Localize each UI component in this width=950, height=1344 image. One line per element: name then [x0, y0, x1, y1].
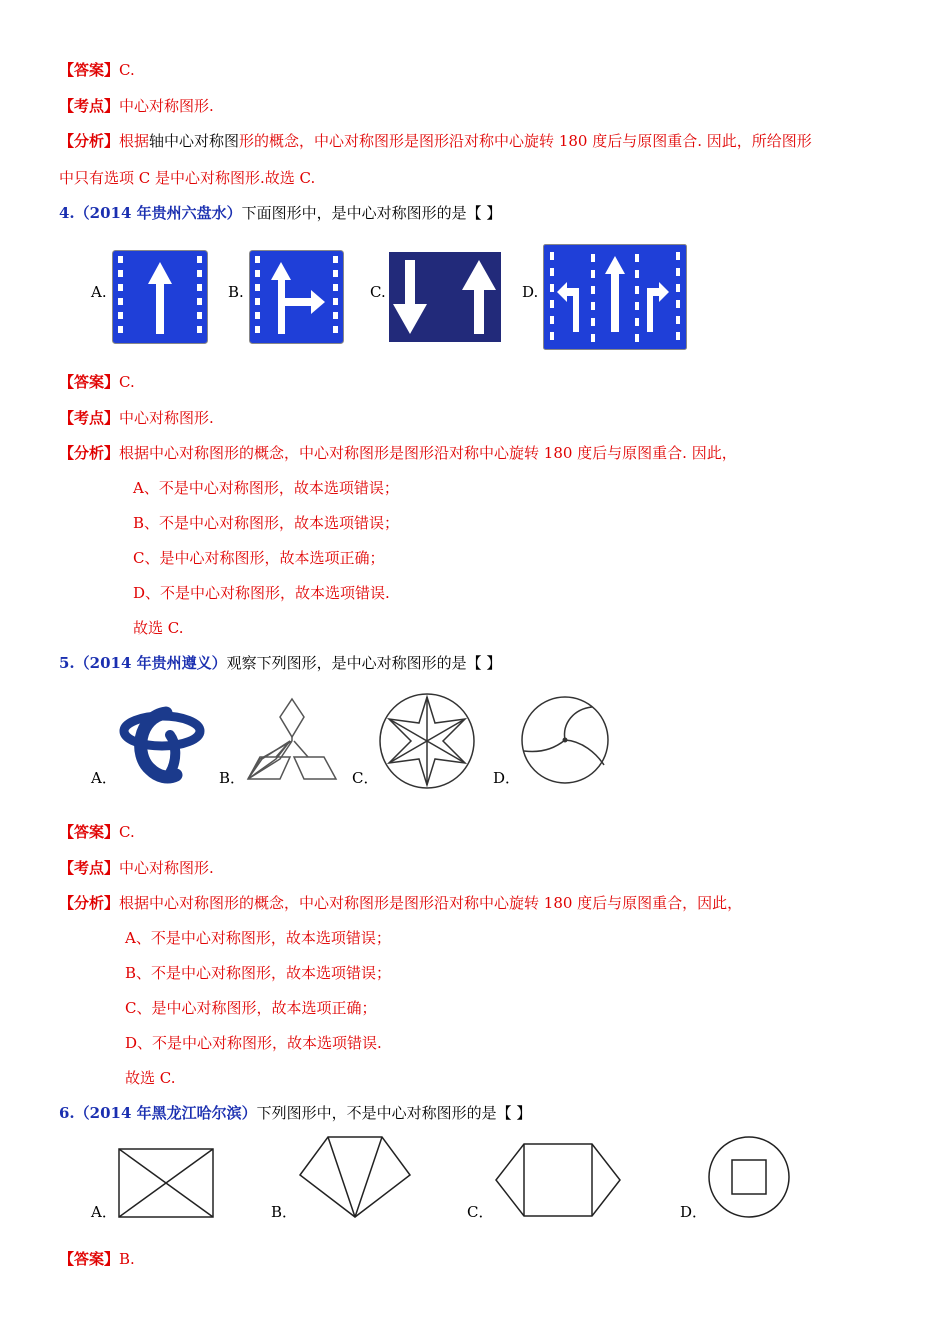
q4-item-a: A、不是中心对称图形，故本选项错误； — [133, 479, 399, 497]
q5-conclusion: 故选 C. — [125, 1069, 176, 1087]
q5-option-a-label: A． — [91, 769, 117, 787]
question-source: （2014 年贵州遵义） — [74, 654, 227, 672]
q6-stem — [59, 1103, 531, 1123]
question-source: （2014 年贵州六盘水） — [74, 204, 242, 222]
q5-analysis-line — [59, 893, 742, 913]
answer-value: C. — [119, 373, 135, 391]
q6-option-a-label: A． — [91, 1203, 117, 1221]
point-value: 中心对称图形. — [119, 97, 214, 115]
q6-figure-c-square-triangles-icon — [494, 1143, 622, 1217]
q4-item-c: C、是中心对称图形，故本选项正确； — [133, 549, 385, 567]
question-number: 6. — [59, 1104, 75, 1122]
analysis-tag: 【分析】 — [59, 444, 120, 462]
q4-answer-line — [59, 372, 135, 392]
q5-stem — [59, 653, 501, 673]
q4-option-d-label: D. — [522, 283, 539, 301]
q5-item-d: D、不是中心对称图形，故本选项错误. — [125, 1034, 382, 1052]
analysis-text: 根据中心对称图形的概念，中心对称图形是图形沿对称中心旋转 180 度后与原图重合. 因此， — [119, 444, 737, 462]
analysis-text-a: 根据 — [119, 132, 150, 150]
q4-analysis-line — [59, 443, 737, 463]
q5-item-b: B、不是中心对称图形，故本选项错误； — [125, 964, 392, 982]
answer-value: B. — [119, 1250, 135, 1268]
point-value: 中心对称图形. — [119, 859, 214, 877]
answer-tag: 【答案】 — [59, 373, 120, 391]
q6-option-c-label: C． — [467, 1203, 494, 1221]
q5-point-line — [59, 858, 214, 878]
q6-figure-b-fan-triangles-icon — [298, 1135, 412, 1219]
q6-option-b-label: B． — [271, 1203, 298, 1221]
q4-sign-b-straight-right-arrow-icon — [249, 250, 344, 344]
question-text: 下列图形中，不是中心对称图形的是【 】 — [256, 1104, 532, 1122]
q4-option-b-label: B. — [228, 283, 244, 301]
q4-stem — [59, 203, 501, 223]
analysis-text-c: 形的概念，中心对称图形是图形沿对称中心旋转 180 度后与原图重合. 因此，所给图形 — [239, 132, 812, 150]
q6-option-d-label: D． — [680, 1203, 708, 1221]
question-text: 下面图形中，是中心对称图形的是【 】 — [241, 204, 502, 222]
answer-tag: 【答案】 — [59, 823, 120, 841]
q3-analysis-line — [59, 131, 812, 151]
q4-point-line — [59, 408, 214, 428]
q3-point-line — [59, 96, 214, 116]
q4-item-b: B、不是中心对称图形，故本选项错误； — [133, 514, 400, 532]
q4-conclusion: 故选 C. — [133, 619, 184, 637]
q5-figure-d-circle-curves-icon — [520, 695, 610, 785]
q5-item-a: A、不是中心对称图形，故本选项错误； — [125, 929, 391, 947]
question-number: 5. — [59, 654, 75, 672]
point-value: 中心对称图形. — [119, 409, 214, 427]
q3-answer-line — [59, 60, 135, 80]
q5-answer-line — [59, 822, 135, 842]
analysis-text: 根据中心对称图形的概念，中心对称图形是图形沿对称中心旋转 180 度后与原图重合，因此， — [119, 894, 743, 912]
answer-value: C. — [119, 61, 135, 79]
q4-sign-d-three-lane-arrows-icon — [543, 244, 687, 350]
analysis-tag: 【分析】 — [59, 894, 120, 912]
answer-tag: 【答案】 — [59, 61, 120, 79]
q5-figure-b-three-rhombi-icon — [246, 697, 338, 783]
q5-option-b-label: B． — [219, 769, 246, 787]
q4-sign-a-straight-arrow-icon — [112, 250, 208, 344]
q4-sign-c-down-up-arrows-icon — [389, 252, 501, 342]
q4-option-a-label: A. — [91, 283, 107, 301]
question-number: 4. — [59, 204, 75, 222]
q5-option-c-label: C． — [352, 769, 379, 787]
q5-figure-c-star-circle-icon — [378, 692, 476, 790]
q4-option-c-label: C. — [370, 283, 386, 301]
q4-item-d: D、不是中心对称图形，故本选项错误. — [133, 584, 390, 602]
answer-tag: 【答案】 — [59, 1250, 120, 1268]
q6-answer-line — [59, 1249, 135, 1269]
analysis-text-b: 轴中心对称图 — [149, 132, 240, 150]
q6-figure-a-rectangle-diagonals-icon — [118, 1148, 214, 1218]
q5-option-d-label: D． — [493, 769, 521, 787]
q6-figure-d-circle-square-icon — [707, 1135, 791, 1219]
point-tag: 【考点】 — [59, 97, 120, 115]
point-tag: 【考点】 — [59, 859, 120, 877]
q5-item-c: C、是中心对称图形，故本选项正确； — [125, 999, 377, 1017]
q3-analysis-line2: 中只有选项 C 是中心对称图形.故选 C. — [59, 169, 316, 187]
point-tag: 【考点】 — [59, 409, 120, 427]
analysis-tag: 【分析】 — [59, 132, 120, 150]
question-text: 观察下列图形，是中心对称图形的是【 】 — [226, 654, 502, 672]
answer-value: C. — [119, 823, 135, 841]
q5-figure-a-telecom-logo-icon — [120, 703, 204, 783]
question-source: （2014 年黑龙江哈尔滨） — [74, 1104, 257, 1122]
